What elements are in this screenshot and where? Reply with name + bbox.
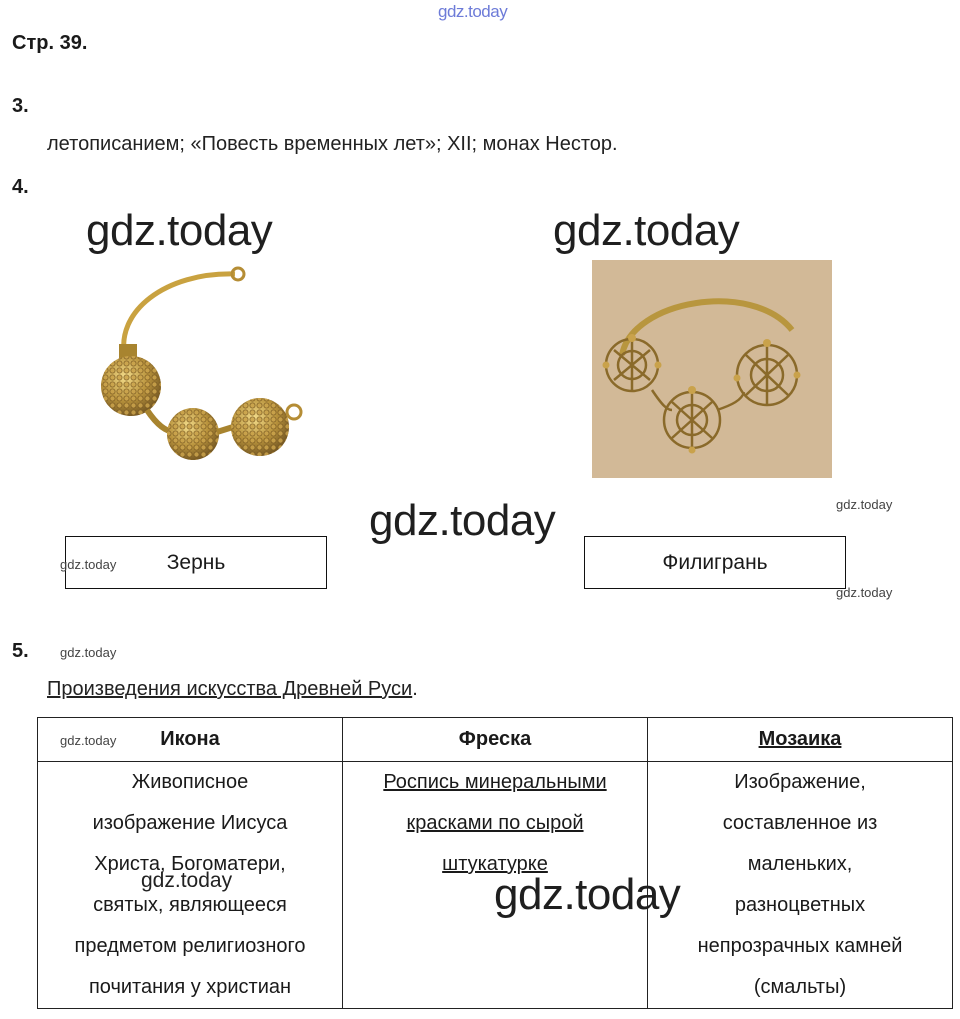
watermark-small-5: gdz.today	[60, 733, 117, 748]
watermark-small-4: gdz.today	[60, 645, 117, 660]
cell-line: непрозрачных камней	[697, 935, 903, 957]
table-header-row	[38, 718, 953, 762]
watermark-large-3: gdz.today	[369, 496, 556, 545]
watermark-large-4: gdz.today	[494, 870, 681, 919]
art-table	[37, 717, 953, 1009]
label-filigree: Филигрань	[662, 550, 768, 574]
cell-line: красками по сырой	[406, 812, 584, 834]
cell-line: Изображение,	[734, 771, 866, 793]
cell-line: разноцветных	[734, 894, 866, 916]
section-title-period: .	[412, 678, 418, 700]
label-box-filigree	[584, 536, 846, 589]
cell-line: (смальты)	[753, 976, 847, 998]
cell-line: Живописное	[131, 771, 249, 793]
task4-number: 4.	[12, 176, 29, 198]
page-title: Стр. 39.	[12, 32, 88, 54]
watermark-top: gdz.today	[438, 2, 508, 21]
header-icon-col: Икона	[38, 718, 343, 762]
cell-line: штукатурке	[442, 853, 548, 875]
granulation-earring-image	[95, 262, 310, 467]
cell-mosaic-definition	[648, 762, 953, 1009]
section-title	[47, 678, 418, 701]
watermark-large-1: gdz.today	[86, 206, 273, 255]
task3-answer: летописанием; «Повесть временных лет»; XII; монах Нестор.	[47, 133, 618, 155]
header-mosaic-col	[648, 718, 953, 762]
cell-line: Христа, Богоматери,	[94, 853, 286, 875]
header-fresco-col: Фреска	[343, 718, 648, 762]
watermark-small-1: gdz.today	[836, 497, 893, 512]
task5-number: 5.	[12, 640, 29, 662]
cell-line: почитания у христиан	[88, 976, 292, 998]
filigree-earring-image	[592, 260, 832, 478]
section-title-text: Произведения искусства Древней Руси	[47, 678, 413, 700]
task3-number: 3.	[12, 95, 29, 117]
label-granulation: Зернь	[166, 550, 226, 574]
cell-line: предметом религиозного	[74, 935, 306, 957]
header-mosaic-text: Мозаика	[758, 728, 842, 750]
watermark-large-2: gdz.today	[553, 206, 740, 255]
cell-line: святых, являющееся	[93, 894, 287, 916]
cell-line: маленьких,	[747, 853, 853, 875]
watermark-medium: gdz.today	[141, 869, 233, 892]
watermark-small-3: gdz.today	[836, 585, 893, 600]
cell-line: Роспись минеральными	[383, 771, 607, 793]
watermark-small-2: gdz.today	[60, 557, 117, 572]
cell-line: изображение Иисуса	[92, 812, 288, 834]
cell-line: составленное из	[722, 812, 878, 834]
